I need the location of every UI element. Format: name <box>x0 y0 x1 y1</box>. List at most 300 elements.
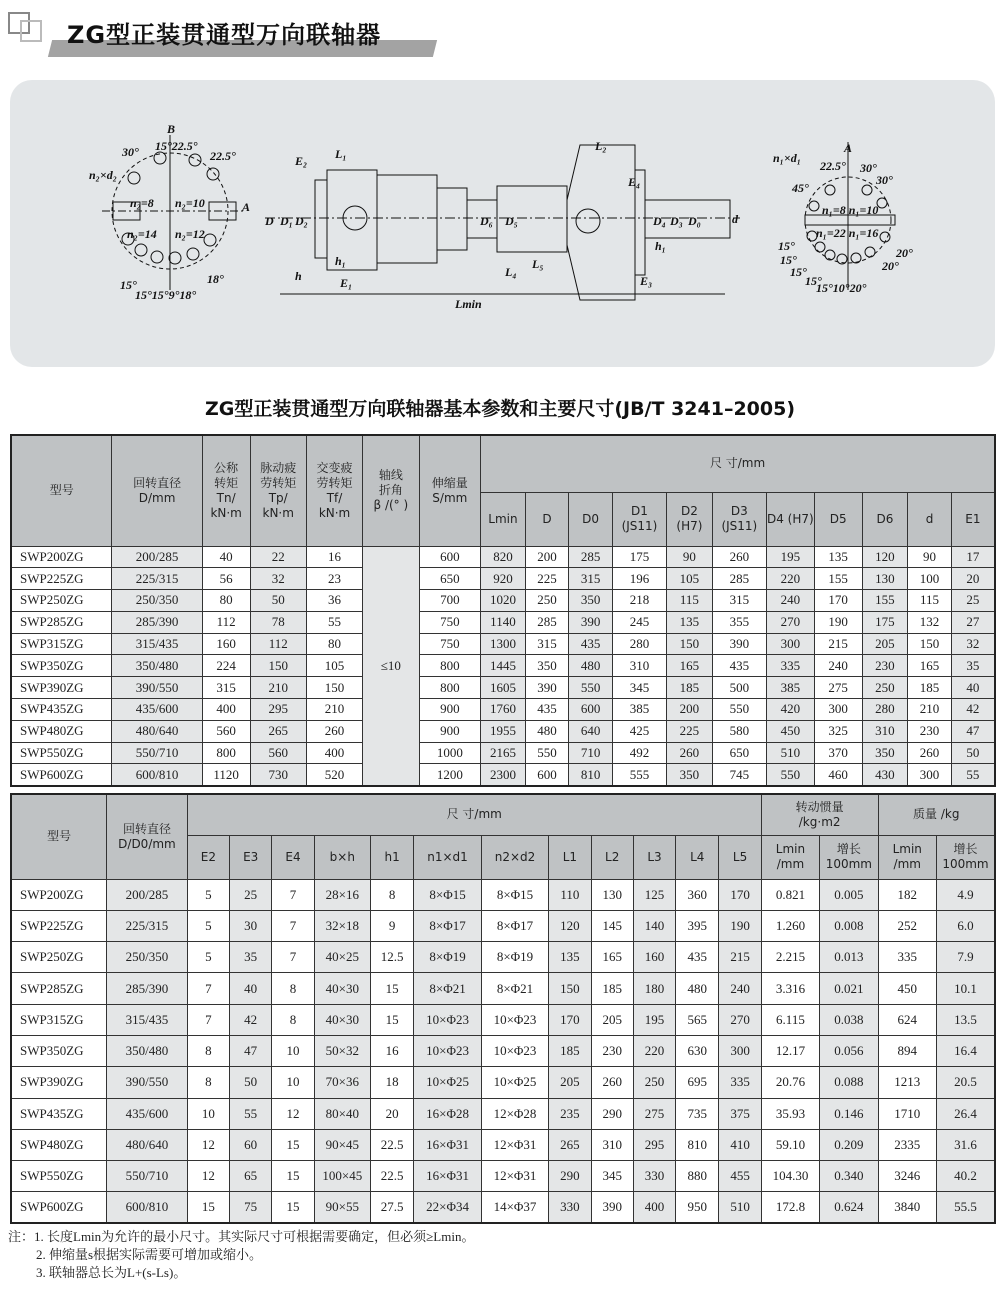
table2-body <box>11 879 995 1223</box>
note-1: 注：1. 长度Lmin为允许的最小尺寸。其实际尺寸可根据需要确定，但必须≥Lmin。 <box>8 1229 475 1244</box>
table-cell: 8×Φ21 <box>481 973 548 1004</box>
svg-text:D: D <box>265 214 274 228</box>
table-cell: 230 <box>908 720 952 742</box>
table-cell: 32 <box>951 633 995 655</box>
table-cell: 145 <box>591 910 633 941</box>
table-cell: 375 <box>719 1098 761 1129</box>
table-cell: 12 <box>187 1161 229 1192</box>
table-cell: 220 <box>766 568 814 590</box>
table-cell: 800 <box>419 677 481 699</box>
table-cell: 35 <box>230 942 272 973</box>
table-cell: 3.316 <box>761 973 819 1004</box>
table-cell: 20.5 <box>936 1067 995 1098</box>
col-nominal-torque: 公称 转矩 Tn/ kN·m <box>202 435 250 546</box>
table-row <box>11 611 995 633</box>
table-cell: 215 <box>719 942 761 973</box>
table-cell: 800 <box>202 742 250 764</box>
table-cell: 1955 <box>481 720 526 742</box>
table-cell: 400 <box>633 1192 675 1223</box>
table-cell: 27 <box>951 611 995 633</box>
table-cell: 600/810 <box>107 1192 188 1223</box>
table-cell: 550 <box>766 764 814 786</box>
table-cell: 225 <box>667 720 713 742</box>
notes <box>8 1228 474 1282</box>
table-cell: 105 <box>306 655 362 677</box>
svg-text:E₃: E₃ <box>640 274 653 288</box>
table-cell: 240 <box>719 973 761 1004</box>
table-cell: 550 <box>712 699 766 721</box>
table-cell: 182 <box>878 879 936 910</box>
table-cell: 65 <box>230 1161 272 1192</box>
table-cell: 285/390 <box>107 973 188 1004</box>
table-cell: 15 <box>187 1192 229 1223</box>
table-cell: 252 <box>878 910 936 941</box>
table-cell: 218 <box>612 590 666 612</box>
table-cell: 195 <box>633 1004 675 1035</box>
table-cell: 295 <box>250 699 306 721</box>
table-cell: 400 <box>202 699 250 721</box>
table-cell: SWP550ZG <box>11 742 112 764</box>
table-cell: 12 <box>187 1129 229 1160</box>
svg-text:15°10°20°: 15°10°20° <box>816 281 867 295</box>
table-cell: 350 <box>862 742 908 764</box>
table-cell: 90×55 <box>314 1192 370 1223</box>
table-cell: 22.5 <box>371 1129 414 1160</box>
table-cell: 22 <box>250 546 306 568</box>
table-cell: 310 <box>862 720 908 742</box>
table-row <box>11 1004 995 1035</box>
basic-parameters-table <box>10 434 996 787</box>
col-d4: D4 (H7) <box>766 492 814 546</box>
table-row <box>11 910 995 941</box>
table-cell: 230 <box>591 1035 633 1066</box>
table-row <box>11 1192 995 1223</box>
table-cell: 130 <box>862 568 908 590</box>
table-cell: 170 <box>719 879 761 910</box>
table-cell: 295 <box>633 1129 675 1160</box>
table-cell: 205 <box>549 1067 591 1098</box>
table-cell: 285/390 <box>112 611 202 633</box>
table-row <box>11 568 995 590</box>
svg-text:n₂×d₂: n₂×d₂ <box>89 168 117 182</box>
table-cell: 335 <box>719 1067 761 1098</box>
table-cell: 7.9 <box>936 942 995 973</box>
svg-text:22.5°: 22.5° <box>210 149 236 163</box>
table-cell: 420 <box>766 699 814 721</box>
col-d2: D2 (H7) <box>667 492 713 546</box>
table-cell: 285 <box>712 568 766 590</box>
table-cell: 0.008 <box>820 910 878 941</box>
svg-text:A: A <box>844 141 853 155</box>
col-alt-torque: 交变疲 劳转矩 Tf/ kN·m <box>306 435 362 546</box>
col-lmin: Lmin <box>481 492 526 546</box>
table-cell: 14×Φ37 <box>481 1192 548 1223</box>
table-row <box>11 1035 995 1066</box>
table-cell: 280 <box>612 633 666 655</box>
table-cell: 210 <box>908 699 952 721</box>
table-cell: 90×45 <box>314 1129 370 1160</box>
table-cell: 16 <box>306 546 362 568</box>
table-cell: 435 <box>569 633 613 655</box>
table-cell: 550 <box>569 677 613 699</box>
table-cell: 750 <box>419 611 481 633</box>
svg-text:n₂=10: n₂=10 <box>175 196 205 210</box>
table-cell: 390 <box>591 1192 633 1223</box>
table-cell: 0.088 <box>820 1067 878 1098</box>
table-cell: 185 <box>591 973 633 1004</box>
table-cell: 260 <box>306 720 362 742</box>
col-group-dims: 尺 寸/mm <box>481 435 995 492</box>
table-cell: 55.5 <box>936 1192 995 1223</box>
table-cell: 100 <box>908 568 952 590</box>
table-cell: 6.0 <box>936 910 995 941</box>
dimensions-table <box>10 793 996 1224</box>
table-cell: SWP480ZG <box>11 720 112 742</box>
col-angle: 轴线 折角 β /(° ) <box>363 435 419 546</box>
table-cell: 36 <box>306 590 362 612</box>
table-cell: 16.4 <box>936 1035 995 1066</box>
table-cell: 240 <box>814 655 862 677</box>
table-cell: 120 <box>862 546 908 568</box>
table-caption: ZG型正装贯通型万向联轴器基本参数和主要尺寸(JB/T 3241–2005) <box>204 398 796 420</box>
table-cell: 695 <box>676 1067 719 1098</box>
table-cell: 225/315 <box>107 910 188 941</box>
angle-value: ≤10 <box>363 546 419 786</box>
table-cell: 170 <box>814 590 862 612</box>
table-cell: 10×Φ23 <box>481 1035 548 1066</box>
table-cell: 250 <box>862 677 908 699</box>
table-cell: SWP390ZG <box>11 1067 107 1098</box>
table-cell: 520 <box>306 764 362 786</box>
table-cell: 280 <box>862 699 908 721</box>
table-cell: 260 <box>591 1067 633 1098</box>
svg-text:n₁=22 n₁=16: n₁=22 n₁=16 <box>816 226 879 240</box>
table-cell: 510 <box>719 1192 761 1223</box>
svg-text:D₀: D₀ <box>688 214 701 228</box>
table-cell: 500 <box>712 677 766 699</box>
table-cell: 15 <box>371 1004 414 1035</box>
table-cell: 480/640 <box>112 720 202 742</box>
table-cell: 350 <box>525 655 569 677</box>
svg-text:d: d <box>732 212 738 226</box>
svg-text:L₄: L₄ <box>505 265 517 279</box>
table-cell: 0.209 <box>820 1129 878 1160</box>
side-view-diagram <box>265 145 740 300</box>
svg-text:15°: 15° <box>790 265 807 279</box>
table-cell: 510 <box>766 742 814 764</box>
table-cell: 180 <box>633 973 675 1004</box>
table-cell: 7 <box>187 973 229 1004</box>
table-cell: 10×Φ23 <box>481 1004 548 1035</box>
page-title: ZG型正装贯通型万向联轴器 <box>67 21 382 49</box>
table-cell: 745 <box>712 764 766 786</box>
col-e4: E4 <box>272 835 314 879</box>
table-cell: 20 <box>371 1098 414 1129</box>
table-cell: 330 <box>549 1192 591 1223</box>
table-cell: 1605 <box>481 677 526 699</box>
table-cell: 360 <box>676 879 719 910</box>
table-cell: 6.115 <box>761 1004 819 1035</box>
col-bxh: b×h <box>314 835 370 879</box>
table-cell: 1200 <box>419 764 481 786</box>
table-cell: 185 <box>549 1035 591 1066</box>
table-cell: 35 <box>951 655 995 677</box>
table-cell: 225 <box>525 568 569 590</box>
table-cell: 480 <box>525 720 569 742</box>
table-cell: 56 <box>202 568 250 590</box>
col-d5: D5 <box>814 492 862 546</box>
table-cell: 480 <box>569 655 613 677</box>
table-cell: SWP350ZG <box>11 655 112 677</box>
table-cell: SWP285ZG <box>11 973 107 1004</box>
table-cell: 450 <box>878 973 936 1004</box>
table-cell: 15 <box>371 973 414 1004</box>
col-e3: E3 <box>230 835 272 879</box>
table-cell: 0.340 <box>820 1161 878 1192</box>
table-cell: 115 <box>667 590 713 612</box>
table-cell: 195 <box>766 546 814 568</box>
table-cell: 370 <box>814 742 862 764</box>
table-cell: 950 <box>676 1192 719 1223</box>
col-group-dims: 尺 寸/mm <box>187 794 761 835</box>
coupling-drawing <box>10 80 995 367</box>
table-cell: 335 <box>766 655 814 677</box>
table-cell: SWP480ZG <box>11 1129 107 1160</box>
table-cell: 315 <box>712 590 766 612</box>
table-cell: 560 <box>202 720 250 742</box>
table-cell: SWP315ZG <box>11 1004 107 1035</box>
table-cell: 480 <box>676 973 719 1004</box>
col-l5: L5 <box>719 835 761 879</box>
table-row <box>11 973 995 1004</box>
table-cell: 435 <box>676 942 719 973</box>
table-cell: 22×Φ34 <box>414 1192 481 1223</box>
svg-text:L₁: L₁ <box>335 147 347 161</box>
table-cell: 35.93 <box>761 1098 819 1129</box>
svg-text:30°: 30° <box>860 161 877 175</box>
table-cell: 20.76 <box>761 1067 819 1098</box>
table-cell: 0.624 <box>820 1192 878 1223</box>
table-cell: 90 <box>667 546 713 568</box>
table-cell: 650 <box>419 568 481 590</box>
table-cell: SWP200ZG <box>11 546 112 568</box>
table-cell: 710 <box>569 742 613 764</box>
table-cell: 310 <box>612 655 666 677</box>
table-cell: 235 <box>549 1098 591 1129</box>
col-d6: D6 <box>862 492 908 546</box>
svg-text:15°: 15° <box>120 278 137 292</box>
svg-text:30°: 30° <box>122 145 139 159</box>
table-cell: 624 <box>878 1004 936 1035</box>
svg-text:B: B <box>167 122 176 136</box>
table-cell: 175 <box>862 611 908 633</box>
svg-text:15°22.5°: 15°22.5° <box>155 139 198 153</box>
table-cell: 315 <box>202 677 250 699</box>
table-cell: 3840 <box>878 1192 936 1223</box>
table-cell: 385 <box>612 699 666 721</box>
table-cell: 5 <box>187 879 229 910</box>
table-cell: 55 <box>230 1098 272 1129</box>
table-cell: 1020 <box>481 590 526 612</box>
table-cell: 32 <box>250 568 306 590</box>
table-cell: 430 <box>862 764 908 786</box>
col-l4: L4 <box>676 835 719 879</box>
table-cell: SWP600ZG <box>11 764 112 786</box>
svg-text:A: A <box>242 200 251 214</box>
table-cell: 40 <box>951 677 995 699</box>
table-cell: 16×Φ28 <box>414 1098 481 1129</box>
table-cell: 2335 <box>878 1129 936 1160</box>
table-cell: 275 <box>814 677 862 699</box>
table-cell: 205 <box>862 633 908 655</box>
table-cell: 300 <box>908 764 952 786</box>
col-group-mass: 质量 /kg <box>878 794 995 835</box>
table-cell: 75 <box>230 1192 272 1223</box>
table-cell: 210 <box>306 699 362 721</box>
col-e2: E2 <box>187 835 229 879</box>
table-cell: 894 <box>878 1035 936 1066</box>
table-cell: 185 <box>667 677 713 699</box>
table-cell: 8×Φ17 <box>481 910 548 941</box>
table-cell: 600 <box>419 546 481 568</box>
table-cell: 600 <box>525 764 569 786</box>
svg-text:E₁: E₁ <box>340 276 353 290</box>
table-cell: 160 <box>202 633 250 655</box>
table-cell: 335 <box>878 942 936 973</box>
table-cell: 190 <box>719 910 761 941</box>
table-cell: 10×Φ25 <box>414 1067 481 1098</box>
table-cell: 1000 <box>419 742 481 764</box>
table-cell: 165 <box>667 655 713 677</box>
table-cell: 155 <box>862 590 908 612</box>
table-cell: 315 <box>569 568 613 590</box>
table-cell: 555 <box>612 764 666 786</box>
table-cell: 110 <box>549 879 591 910</box>
table-cell: SWP315ZG <box>11 633 112 655</box>
table-cell: 20 <box>951 568 995 590</box>
table-cell: 565 <box>676 1004 719 1035</box>
table-cell: 900 <box>419 699 481 721</box>
table-cell: 8×Φ21 <box>414 973 481 1004</box>
table-cell: 78 <box>250 611 306 633</box>
table-cell: 750 <box>419 633 481 655</box>
svg-text:15°: 15° <box>778 239 795 253</box>
svg-text:n₂=14: n₂=14 <box>127 227 157 241</box>
table-cell: 10 <box>187 1098 229 1129</box>
note-2: 2. 伸缩量s根据实际需要可增加或缩小。 <box>36 1247 263 1262</box>
table-cell: 8×Φ15 <box>481 879 548 910</box>
table-cell: 80 <box>306 633 362 655</box>
table-cell: 165 <box>591 942 633 973</box>
table-cell: 560 <box>250 742 306 764</box>
table-cell: 200 <box>525 546 569 568</box>
table-cell: 115 <box>908 590 952 612</box>
table-row <box>11 546 995 568</box>
table-cell: 7 <box>187 1004 229 1035</box>
table-cell: 230 <box>862 655 908 677</box>
svg-text:h₁: h₁ <box>335 254 346 268</box>
table-cell: 285 <box>569 546 613 568</box>
table-cell: 140 <box>633 910 675 941</box>
table-cell: 18 <box>371 1067 414 1098</box>
table-cell: 172.8 <box>761 1192 819 1223</box>
table-cell: 220 <box>633 1035 675 1066</box>
table-cell: 135 <box>549 942 591 973</box>
table-cell: 150 <box>908 633 952 655</box>
table-cell: 260 <box>908 742 952 764</box>
table-cell: 350 <box>667 764 713 786</box>
table-cell: 1710 <box>878 1098 936 1129</box>
table-cell: 215 <box>814 633 862 655</box>
table-row <box>11 1067 995 1098</box>
table-cell: 325 <box>814 720 862 742</box>
table-cell: 2165 <box>481 742 526 764</box>
table-cell: 28×16 <box>314 879 370 910</box>
table-cell: 310 <box>591 1129 633 1160</box>
table-cell: 900 <box>419 720 481 742</box>
table-row <box>11 677 995 699</box>
col-model: 型号 <box>11 435 112 546</box>
col-d: D <box>525 492 569 546</box>
table-cell: 30 <box>230 910 272 941</box>
table-cell: 820 <box>481 546 526 568</box>
svg-text:h: h <box>295 269 302 283</box>
table-cell: 455 <box>719 1161 761 1192</box>
svg-text:h₁: h₁ <box>655 239 666 253</box>
table-cell: 100×45 <box>314 1161 370 1192</box>
table-cell: 350 <box>569 590 613 612</box>
table-cell: 260 <box>712 546 766 568</box>
table-cell: 40×25 <box>314 942 370 973</box>
table-row <box>11 879 995 910</box>
table-cell: 435/600 <box>112 699 202 721</box>
table-cell: 32×18 <box>314 910 370 941</box>
table-cell: 125 <box>633 879 675 910</box>
col-rot-dia: 回转直径 D/mm <box>112 435 202 546</box>
table-cell: 410 <box>719 1129 761 1160</box>
page-header <box>0 0 1000 70</box>
table-cell: 185 <box>908 677 952 699</box>
table-cell: 285 <box>525 611 569 633</box>
svg-text:L₂: L₂ <box>595 139 607 153</box>
col-inertia-per100: 增长 100mm <box>820 835 878 879</box>
table-cell: 90 <box>908 546 952 568</box>
table-cell: 600/810 <box>112 764 202 786</box>
table-cell: 390 <box>569 611 613 633</box>
table-cell: 345 <box>612 677 666 699</box>
table-cell: 12×Φ31 <box>481 1129 548 1160</box>
table-cell: 630 <box>676 1035 719 1066</box>
table-cell: SWP435ZG <box>11 699 112 721</box>
svg-text:E₄: E₄ <box>628 175 641 189</box>
svg-text:D₃: D₃ <box>670 214 683 228</box>
table-cell: 23 <box>306 568 362 590</box>
table-cell: 55 <box>951 764 995 786</box>
svg-text:L₅: L₅ <box>532 257 544 271</box>
svg-text:E₂: E₂ <box>295 154 308 168</box>
table-cell: 1300 <box>481 633 526 655</box>
table-cell: 10 <box>272 1035 314 1066</box>
table-cell: 26.4 <box>936 1098 995 1129</box>
table-cell: 290 <box>549 1161 591 1192</box>
table-cell: 55 <box>306 611 362 633</box>
table-cell: 7 <box>272 879 314 910</box>
table-cell: 25 <box>951 590 995 612</box>
table-cell: 1445 <box>481 655 526 677</box>
table-cell: 135 <box>667 611 713 633</box>
table-cell: 155 <box>814 568 862 590</box>
table-cell: SWP350ZG <box>11 1035 107 1066</box>
